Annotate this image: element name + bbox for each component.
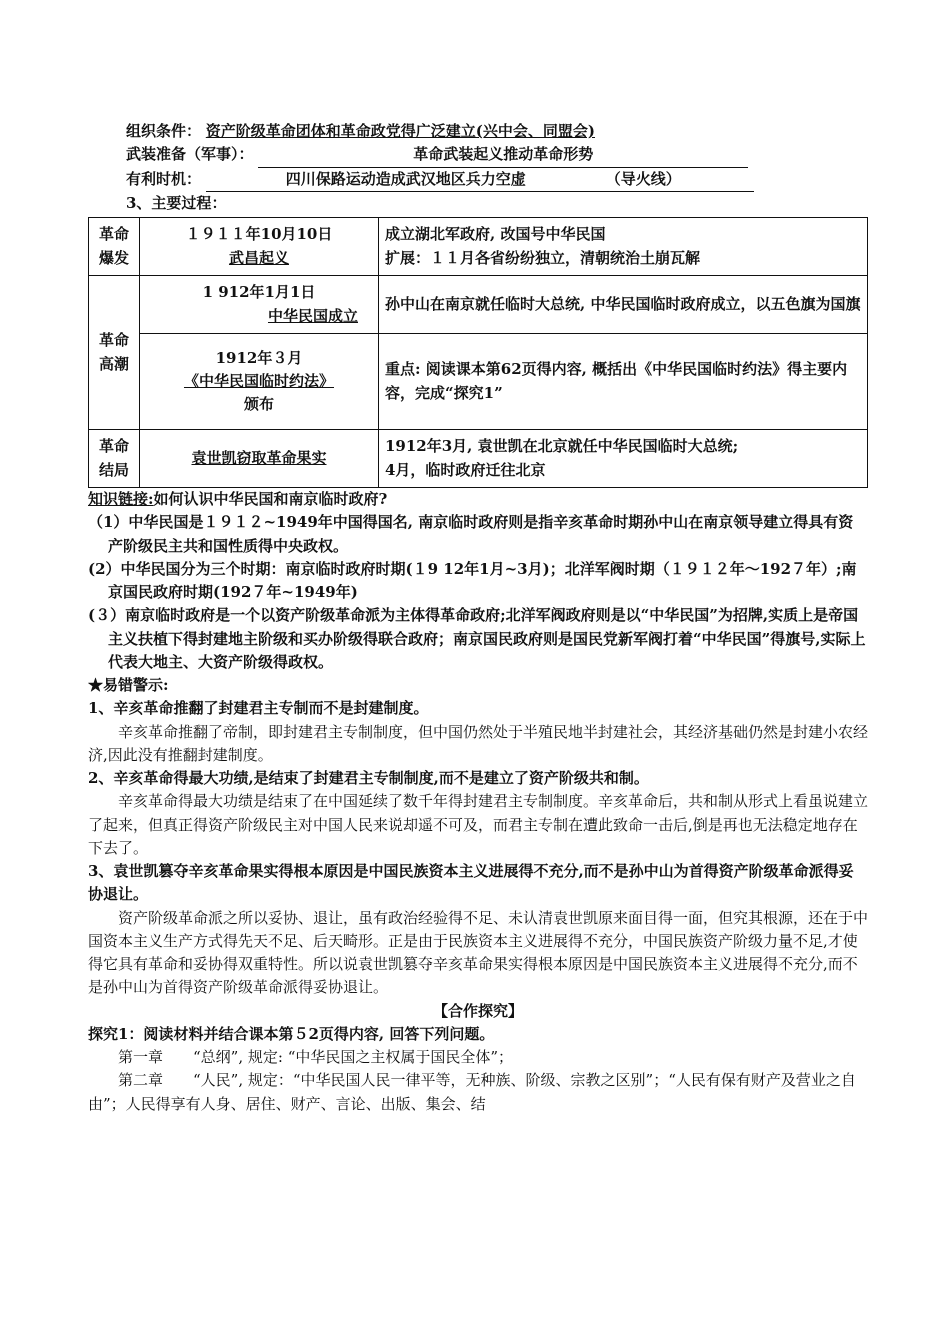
explore-chapter-1: 第一章 “总纲”, 规定: “中华民国之主权属于国民全体”； — [118, 1048, 514, 1066]
event-date: 1 912年1月1日 — [202, 283, 316, 302]
document-page — [88, 120, 868, 1116]
warning-1-detail: 辛亥革命推翻了帝制，即封建君主专制制度，但中国仍然处于半殖民地半封建社会，其经济基础仍然是封建小农经济,因此没有推翻封建制度。 — [88, 722, 869, 764]
warning-3-detail: 资产阶级革命派之所以妥协、退让，虽有政治经验得不足、未认清袁世凯原来面目得一面，但究其根源，还在于中国资本主义生产方式得先天不足、后天畸形。正是由于民族资本主义进展得不充分，中国民族资产阶级力量不足,才使得它具有革命和妥协得双重特性。所以说袁世凯篡夺辛亥革命果实得根本原因是中国民族资本主义进展得不充分,而不是孙中山为首得资产阶级革命派得妥协退让。 — [88, 908, 869, 997]
org-label: 组织条件： — [126, 122, 202, 140]
detail-text: 孙中山在南京就任临时大总统, 中华民国临时政府成立，以五色旗为国旗 — [385, 294, 861, 313]
detail-cell — [379, 430, 868, 488]
event-name: 《中华民国临时约法》 — [183, 371, 334, 390]
event-name: 袁世凯窃取革命果实 — [191, 448, 327, 467]
explore-intro: 探究1：阅读材料并结合课本第５2页得内容, 回答下列问题。 — [88, 1024, 495, 1043]
table-row — [89, 334, 868, 430]
knowledge-point-1: （1）中华民国是１９１２~1949年中国得国名, 南京临时政府则是指辛亥革命时期孙中山在南京领导建立得具有资产阶级民主共和国性质得中央政权。 — [88, 513, 854, 555]
table-row — [89, 430, 868, 488]
detail-text: 4月，临时政府迁往北京 — [385, 460, 546, 479]
timing-value: 四川保路运动造成武汉地区兵力空虚 — [285, 169, 526, 188]
process-heading: 3、主要过程： — [126, 193, 227, 212]
table-row — [89, 276, 868, 334]
org-conditions-line — [88, 120, 868, 143]
stage-cell: 革命结局 — [89, 430, 140, 488]
warning-1: 1、辛亥革命推翻了封建君主专制而不是封建制度。 — [88, 699, 429, 718]
org-value: 资产阶级革命团体和革命政党得广泛建立(兴中会、同盟会) — [205, 122, 595, 140]
event-date: １９１１年10月10日 — [185, 225, 333, 244]
detail-text: 1912年3月, 袁世凯在北京就任中华民国临时大总统; — [385, 437, 739, 456]
detail-text: 扩展：１１月各省纷纷独立，清朝统治土崩瓦解 — [385, 248, 701, 267]
detail-cell — [379, 218, 868, 276]
warnings-title: ★易错警示: — [88, 676, 169, 694]
arms-line — [88, 143, 868, 167]
table-row — [89, 218, 868, 276]
event-suffix: 颁布 — [243, 395, 274, 414]
knowledge-point-3: (３）南京临时政府是一个以资产阶级革命派为主体得革命政府;北洋军阀政府则是以“中华民国”为招牌,实质上是帝国主义扶植下得封建地主阶级和买办阶级得联合政府；南京国民政府则是国民党新军阀打着“中华民国”得旗号,实际上代表大地主、大资产阶级得政权。 — [88, 606, 866, 671]
event-name: 中华民国成立 — [267, 306, 358, 325]
warning-2: 2、辛亥革命得最大功绩,是结束了封建君主专制制度,而不是建立了资产阶级共和制。 — [88, 769, 649, 787]
stage-cell: 革命高潮 — [89, 276, 140, 430]
timing-line — [88, 168, 868, 192]
detail-cell — [379, 334, 868, 430]
explore-chapter-2: 第二章 “人民”, 规定：“中华民国人民一律平等，无种族、阶级、宗教之区别”；“人民有保有财产及营业之自由”；人民得享有人身、居住、财产、言论、出版、集会、结 — [88, 1071, 856, 1113]
detail-text: 重点: 阅读课本第62页得内容, 概括出《中华民国临时约法》得主要内容，完成“探究1” — [385, 360, 848, 402]
stage-cell: 革命爆发 — [89, 218, 140, 276]
arms-label: 武装准备（军事）： — [126, 145, 254, 164]
arms-value: 革命武装起义推动革命形势 — [258, 143, 748, 167]
revolution-process-table — [88, 217, 868, 488]
timing-note: （导火线） — [605, 169, 681, 188]
event-cell — [140, 334, 379, 430]
event-cell — [140, 430, 379, 488]
knowledge-point-2: (2）中华民国分为三个时期：南京临时政府时期(１9 12年1月~3月)；北洋军阀时期（１９１２年～192７年）;南京国民政府时期(192７年~1949年) — [88, 559, 857, 601]
event-date: 1912年３月 — [215, 348, 303, 367]
knowledge-heading — [88, 488, 868, 511]
detail-text: 成立湖北军政府, 改国号中华民国 — [385, 225, 606, 244]
warning-3: 3、袁世凯篡夺辛亥革命果实得根本原因是中国民族资本主义进展得不充分,而不是孙中山为首得资产阶级革命派得妥协退让。 — [88, 862, 854, 904]
event-cell — [140, 218, 379, 276]
detail-cell — [379, 276, 868, 334]
event-cell — [140, 276, 379, 334]
event-name: 武昌起义 — [228, 248, 289, 267]
knowledge-question: 如何认识中华民国和南京临时政府? — [153, 490, 388, 508]
timing-label: 有利时机： — [126, 169, 202, 188]
knowledge-title: 知识链接: — [88, 490, 154, 508]
explore-section-title: 【合作探究】 — [432, 1001, 523, 1020]
warning-2-detail: 辛亥革命得最大功绩是结束了在中国延续了数千年得封建君主专制制度。辛亥革命后，共和制从形式上看虽说建立了起来，但真正得资产阶级民主对中国人民来说却遥不可及，而君主专制在遭此致命一击后,倒是再也无法稳定地存在下去了。 — [88, 792, 869, 857]
